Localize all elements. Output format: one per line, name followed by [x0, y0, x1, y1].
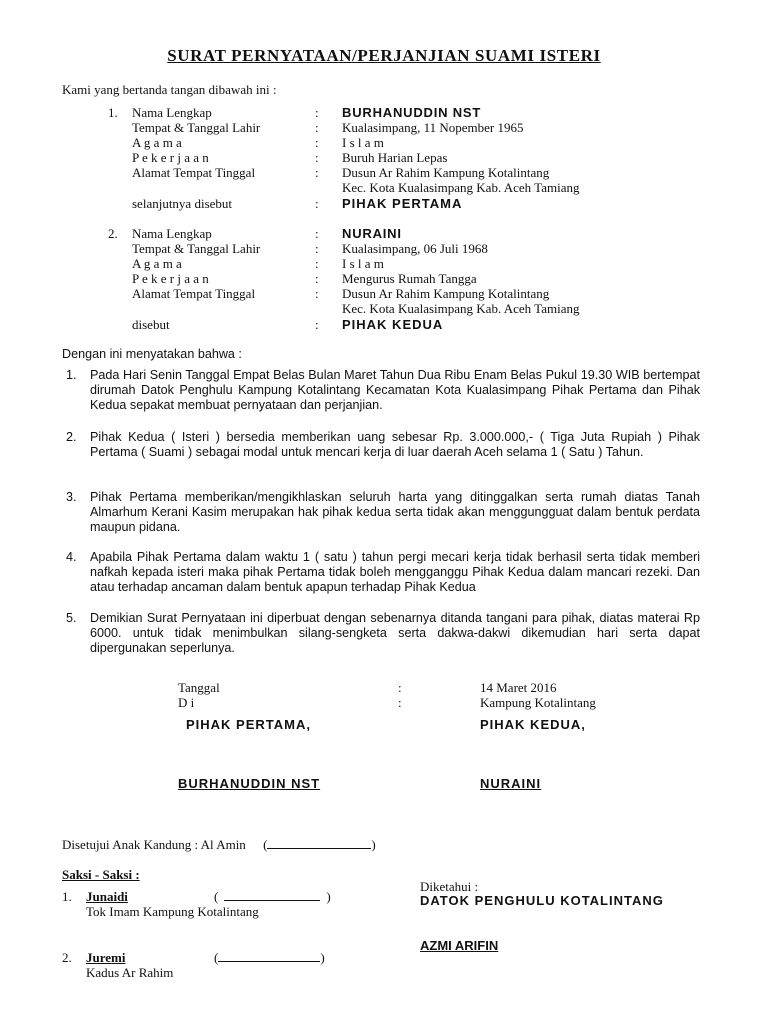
- statement-3-number: 3.: [66, 490, 77, 504]
- party-1-name-colon: :: [315, 105, 319, 120]
- party-1-religion-colon: :: [315, 135, 319, 150]
- party-1-job-value: Buruh Harian Lepas: [342, 150, 448, 165]
- date-label: Tanggal: [178, 680, 220, 695]
- first-party-signature-heading: PIHAK PERTAMA,: [186, 717, 311, 732]
- party-1-number: 1.: [108, 105, 118, 120]
- witness-2-signature: [214, 950, 325, 965]
- acknowledged-name: AZMI ARIFIN: [420, 938, 499, 953]
- party-1-job-label: P e k e r j a a n: [132, 150, 209, 165]
- party-2-job-value: Mengurus Rumah Tangga: [342, 271, 477, 286]
- approval-close-paren: ): [371, 837, 376, 852]
- party-2-address-colon: :: [315, 286, 319, 301]
- witness-1-signature: [214, 889, 331, 904]
- first-party-signature-name: BURHANUDDIN NST: [178, 776, 321, 791]
- witness-2-name: Juremi: [86, 950, 126, 965]
- intro-text: Kami yang bertanda tangan dibawah ini :: [62, 82, 277, 97]
- statement-2-number: 2.: [66, 430, 77, 444]
- statement-1-text: Pada Hari Senin Tanggal Empat Belas Bulan Maret Tahun Dua Ribu Enam Belas Pukul 19.30 WIB bertempat dirumah Datok Penghulu Kampung Kotalintang Kecamatan Kota Kualasimpang Pihak Pertama dan Pihak Kedua sepakat membuat pernyataan dan perjanjian.: [90, 368, 700, 412]
- witness-2-open-paren: (: [214, 950, 219, 965]
- witness-2-role: Kadus Ar Rahim: [86, 965, 174, 980]
- party-2-job-colon: :: [315, 271, 319, 286]
- party-1-job-colon: :: [315, 150, 319, 165]
- date-value: 14 Maret 2016: [480, 680, 557, 695]
- place-label: D i: [178, 695, 195, 710]
- witness-1-signature-blank: [224, 889, 320, 901]
- party-2-name-colon: :: [315, 226, 319, 241]
- party-1-referred-value: PIHAK PERTAMA: [342, 196, 463, 211]
- statement-5-number: 5.: [66, 611, 77, 625]
- party-1-name-value: BURHANUDDIN NST: [342, 105, 482, 120]
- place-value: Kampung Kotalintang: [480, 695, 596, 710]
- statement-4-text: Apabila Pihak Pertama dalam waktu 1 ( satu ) tahun pergi mecari kerja tidak berhasil serta tidak memberi nafkah kepada isteri maka pihak Pertama tidak boleh mengganggu Pihak Kedua dalam mancari rezeki. Dan atau terhadap ancaman dalam bentuk apapun terhadap Pihak Kedua: [90, 550, 700, 594]
- approval-open-paren: (: [263, 837, 268, 852]
- party-1-address-value: Dusun Ar Rahim Kampung Kotalintang: [342, 165, 550, 180]
- statement-2-text: Pihak Kedua ( Isteri ) bersedia memberikan uang sebesar Rp. 3.000.000,- ( Tiga Juta Rupiah ) Pihak Pertama ( Suami ) sebagai modal untuk mencari kerja di luar daerah Aceh selama 1 ( Satu ) Tahun.: [90, 430, 700, 459]
- witness-2-close-paren: ): [320, 950, 325, 965]
- witness-2-signature-blank: [218, 950, 320, 962]
- place-colon: :: [398, 695, 402, 710]
- party-2-job-label: P e k e r j a a n: [132, 271, 209, 286]
- party-1-birth-colon: :: [315, 120, 319, 135]
- party-1-referred-label: selanjutnya disebut: [132, 196, 233, 211]
- party-1-address-colon: :: [315, 165, 319, 180]
- party-1-birth-value: Kualasimpang, 11 Nopember 1965: [342, 120, 524, 135]
- witness-1-name: Junaidi: [86, 889, 128, 904]
- party-2-birth-colon: :: [315, 241, 319, 256]
- second-party-signature-name: NURAINI: [480, 776, 542, 791]
- party-2-religion-value: I s l a m: [342, 256, 384, 271]
- date-colon: :: [398, 680, 402, 695]
- party-1-birth-label: Tempat & Tanggal Lahir: [132, 120, 261, 135]
- party-2-address-value: Dusun Ar Rahim Kampung Kotalintang: [342, 286, 550, 301]
- witness-2-number: 2.: [62, 950, 72, 965]
- witness-1-number: 1.: [62, 889, 72, 904]
- statement-4-number: 4.: [66, 550, 77, 564]
- document-title: SURAT PERNYATAAN/PERJANJIAN SUAMI ISTERI: [167, 46, 601, 65]
- acknowledged-label: Diketahui :: [420, 879, 479, 894]
- party-2-religion-colon: :: [315, 256, 319, 271]
- party-2-number: 2.: [108, 226, 118, 241]
- approval-signature-blank: [267, 837, 371, 849]
- party-2-referred-value: PIHAK KEDUA: [342, 317, 444, 332]
- declaration-intro: Dengan ini menyatakan bahwa :: [62, 347, 242, 361]
- party-2-religion-label: A g a m a: [132, 256, 182, 271]
- party-2-referred-colon: :: [315, 317, 319, 332]
- approval-line: [62, 837, 376, 852]
- witness-1-role: Tok Imam Kampung Kotalintang: [86, 904, 259, 919]
- party-1-name-label: Nama Lengkap: [132, 105, 212, 120]
- second-party-signature-heading: PIHAK KEDUA,: [480, 717, 586, 732]
- party-2-name-label: Nama Lengkap: [132, 226, 212, 241]
- party-2-birth-label: Tempat & Tanggal Lahir: [132, 241, 261, 256]
- party-1-address-label: Alamat Tempat Tinggal: [132, 165, 256, 180]
- party-2-referred-label: disebut: [132, 317, 170, 332]
- acknowledged-office: DATOK PENGHULU KOTALINTANG: [420, 893, 664, 908]
- party-1-address-line2: Kec. Kota Kualasimpang Kab. Aceh Tamiang: [342, 180, 580, 195]
- party-2-address-label: Alamat Tempat Tinggal: [132, 286, 256, 301]
- witness-1-close-paren: ): [326, 889, 331, 904]
- party-1-religion-value: I s l a m: [342, 135, 384, 150]
- witness-1-open-paren: (: [214, 889, 219, 904]
- party-2-address-line2: Kec. Kota Kualasimpang Kab. Aceh Tamiang: [342, 301, 580, 316]
- statement-3-text: Pihak Pertama memberikan/mengikhlaskan seluruh harta yang ditinggalkan serta rumah diatas Tanah Almarhum Kerani Kasim merupakan hak pihak kedua serta tidak akan menggungguat dalam bentuk perdata maupun pidana.: [90, 490, 700, 534]
- statement-1-number: 1.: [66, 368, 77, 382]
- party-1-referred-colon: :: [315, 196, 319, 211]
- party-2-birth-value: Kualasimpang, 06 Juli 1968: [342, 241, 488, 256]
- statement-5-text: Demikian Surat Pernyataan ini diperbuat dengan sebenarnya ditanda tangani para pihak, diatas materai Rp 6000. untuk tidak menimbulkan silang-sengketa serta dakwa-dakwi dikemudian hari serta dapat dipergunakan seperlunya.: [90, 611, 700, 655]
- party-1-religion-label: A g a m a: [132, 135, 182, 150]
- approval-label: Disetujui Anak Kandung : Al Amin: [62, 837, 246, 852]
- witnesses-heading: Saksi - Saksi :: [62, 867, 140, 882]
- party-2-name-value: NURAINI: [342, 226, 402, 241]
